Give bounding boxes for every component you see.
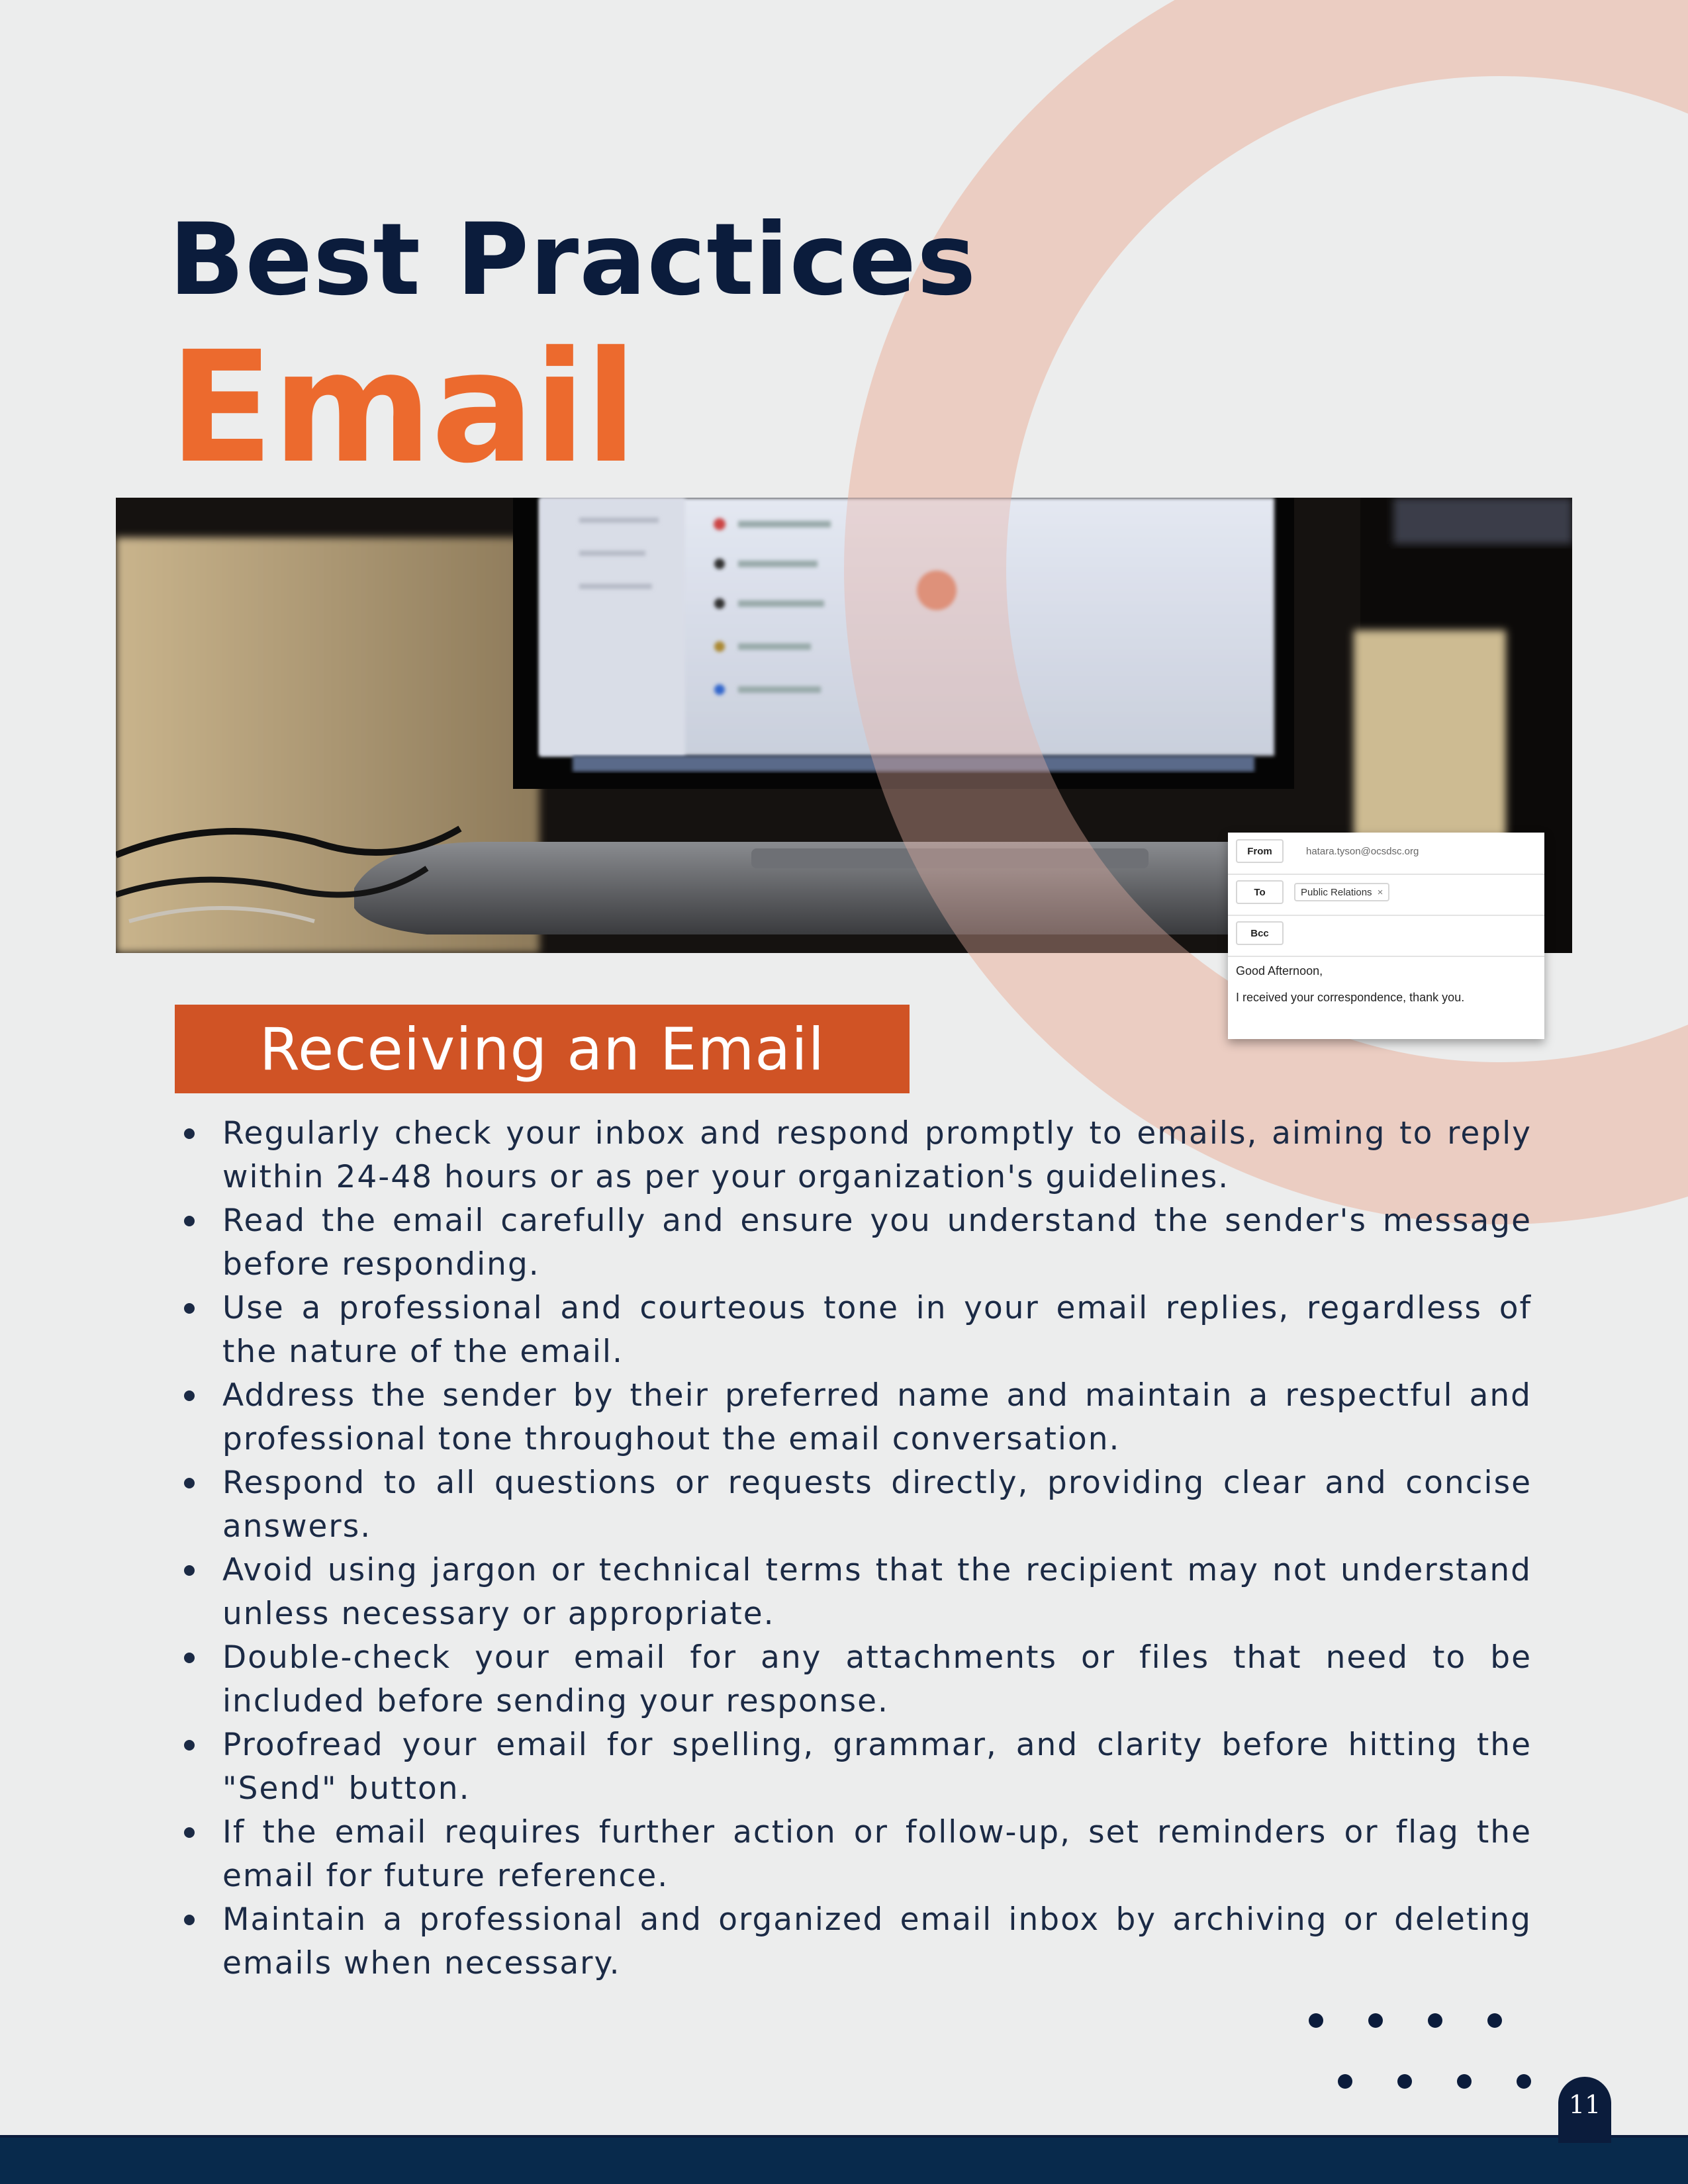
page-subtitle: Email bbox=[169, 318, 636, 497]
bullet-icon bbox=[184, 1128, 195, 1139]
list-item bbox=[179, 1549, 1532, 1636]
bullet-icon bbox=[184, 1478, 195, 1488]
list-item bbox=[179, 1811, 1532, 1898]
recipient-chip bbox=[1294, 883, 1389, 901]
bullet-icon bbox=[184, 1827, 195, 1838]
bullet-icon bbox=[184, 1303, 195, 1314]
dot-icon bbox=[1517, 2074, 1531, 2089]
email-body-line: I received your correspondence, thank you. bbox=[1236, 991, 1465, 1004]
remove-icon: × bbox=[1377, 886, 1383, 898]
email-greeting: Good Afternoon, bbox=[1236, 964, 1323, 978]
list-item bbox=[179, 1898, 1532, 1985]
from-row bbox=[1228, 833, 1544, 875]
dot-icon bbox=[1368, 2013, 1383, 2028]
dot-icon bbox=[1397, 2074, 1412, 2089]
bullet-icon bbox=[184, 1740, 195, 1751]
from-label: From bbox=[1236, 839, 1284, 863]
bullet-icon bbox=[184, 1565, 195, 1576]
dot-icon bbox=[1309, 2013, 1323, 2028]
list-item-text: Address the sender by their preferred name and maintain a respectful and professional tone throughout the email conversation. bbox=[222, 1377, 1532, 1457]
list-item-text: Read the email carefully and ensure you understand the sender's message before responding. bbox=[222, 1203, 1532, 1283]
list-item-text: If the email requires further action or follow-up, set reminders or flag the email for future reference. bbox=[222, 1814, 1532, 1894]
list-item bbox=[179, 1112, 1532, 1199]
list-item-text: Regularly check your inbox and respond promptly to emails, aiming to reply within 24-48 hours or as per your organization's guidelines. bbox=[222, 1115, 1532, 1195]
bullet-icon bbox=[184, 1653, 195, 1663]
list-item bbox=[179, 1723, 1532, 1811]
list-item bbox=[179, 1461, 1532, 1549]
to-label: To bbox=[1236, 880, 1284, 904]
section-heading: Receiving an Email bbox=[175, 1005, 910, 1093]
list-item-text: Proofread your email for spelling, grammar, and clarity before hitting the "Send" button. bbox=[222, 1727, 1532, 1807]
bullet-icon bbox=[184, 1915, 195, 1925]
bcc-label: Bcc bbox=[1236, 921, 1284, 945]
dot-icon bbox=[1487, 2013, 1502, 2028]
list-item-text: Respond to all questions or requests directly, providing clear and concise answers. bbox=[222, 1465, 1532, 1545]
footer-bar bbox=[0, 2138, 1688, 2184]
list-item bbox=[179, 1636, 1532, 1723]
list-item-text: Use a professional and courteous tone in your email replies, regardless of the nature of the email. bbox=[222, 1290, 1532, 1370]
list-item-text: Maintain a professional and organized email inbox by archiving or deleting emails when necessary. bbox=[222, 1901, 1532, 1981]
dot-icon bbox=[1428, 2013, 1442, 2028]
list-item bbox=[179, 1374, 1532, 1461]
from-value: hatara.tyson@ocsdsc.org bbox=[1306, 846, 1419, 857]
page-title: Best Practices bbox=[169, 203, 977, 318]
list-item-text: Double-check your email for any attachments or files that need to be included before sending your response. bbox=[222, 1639, 1532, 1719]
email-compose-mockup bbox=[1228, 833, 1544, 1039]
list-item bbox=[179, 1199, 1532, 1287]
email-body bbox=[1236, 965, 1464, 1018]
list-item-text: Avoid using jargon or technical terms that the recipient may not understand unless necessary or appropriate. bbox=[222, 1552, 1532, 1632]
to-row bbox=[1228, 874, 1544, 916]
recipient-chip-label: Public Relations bbox=[1301, 886, 1372, 898]
bullet-icon bbox=[184, 1390, 195, 1401]
page-number: 11 bbox=[1558, 2077, 1611, 2143]
practices-list bbox=[179, 1112, 1532, 1985]
bcc-row bbox=[1228, 915, 1544, 957]
bullet-icon bbox=[184, 1216, 195, 1226]
dot-icon bbox=[1338, 2074, 1352, 2089]
dot-icon bbox=[1457, 2074, 1472, 2089]
list-item bbox=[179, 1287, 1532, 1374]
